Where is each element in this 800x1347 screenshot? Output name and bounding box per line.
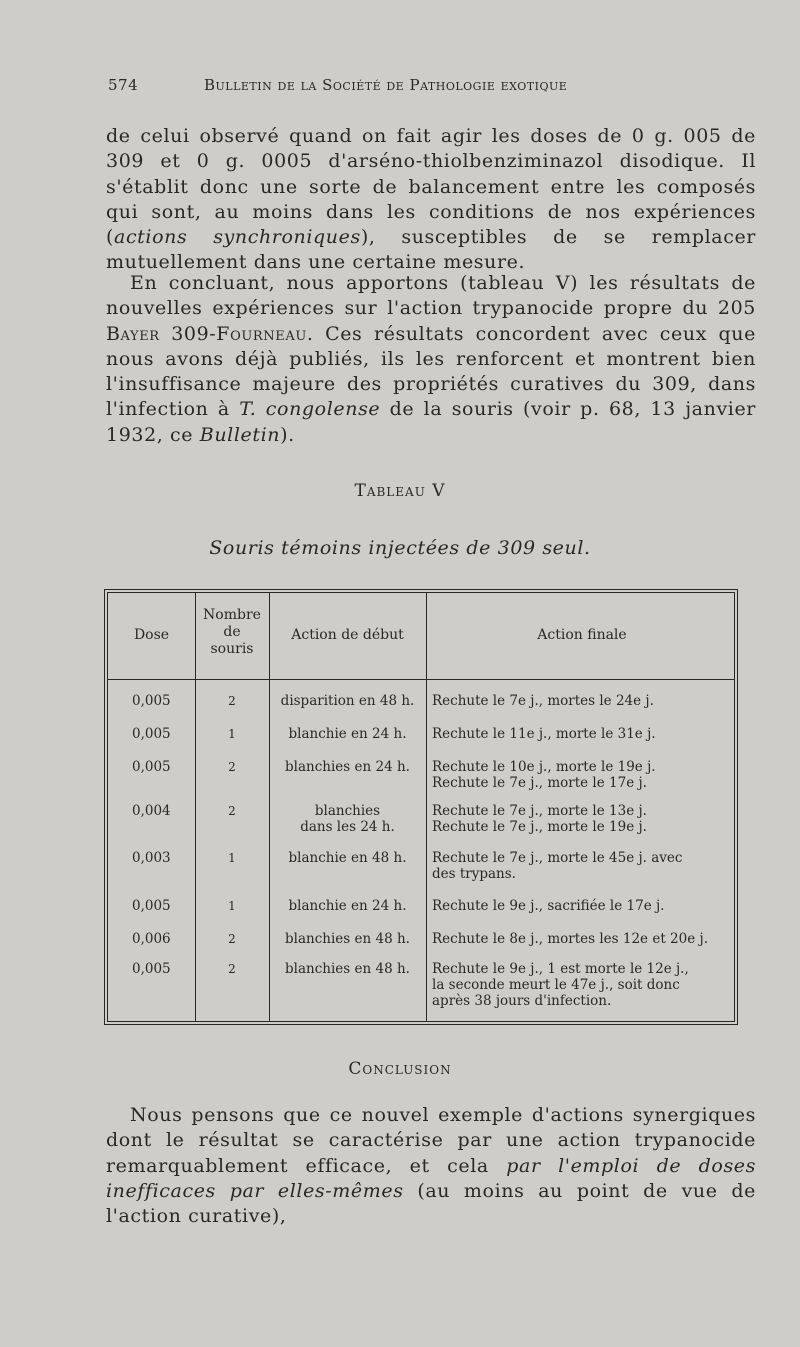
cell-dose: 0,006	[132, 931, 171, 947]
conclusion-text: Nous pensons que ce nouvel exemple d'actions synergiques dont le résultat se caractérise par une action trypanocide remarquablement efficace, et cela	[106, 1104, 756, 1177]
cell-finale: Rechute le 7e j., mortes le 24e j.	[432, 693, 654, 709]
cell-dose: 0,005	[132, 961, 171, 977]
cell-nombre: 2	[228, 932, 236, 946]
cell-debut-line1: blanchies	[314, 803, 381, 819]
paragraph-2-compound: Bayer 309-Fourneau.	[106, 322, 314, 345]
cell-finale-line1: Rechute le 10e j., morte le 19e j.	[432, 759, 656, 775]
header-nombre-line2: de	[223, 624, 241, 640]
header-action-finale: Action finale	[537, 627, 627, 643]
paragraph-2-species: T. congolense	[239, 398, 381, 421]
cell-finale: Rechute le 11e j., morte le 31e j.	[432, 726, 656, 742]
cell-finale	[432, 850, 738, 882]
paragraph-1-text: de celui observé quand on fait agir les doses de 0 g. 005 de 309 et 0 g. 0005 d'arséno-thiolbenziminazol disodique. Il s'établit donc une sorte de balancement entre les composés qui sont, au moins dans les conditions de nos expériences (	[106, 125, 756, 249]
cell-debut-line2: dans les 24 h.	[300, 819, 395, 835]
cell-debut: disparition en 48 h.	[280, 693, 415, 709]
cell-finale-line2: Rechute le 7e j., morte le 17e j.	[432, 775, 647, 791]
journal-title: Bulletin de la Société de Pathologie exotique	[204, 76, 568, 94]
cell-dose: 0,005	[132, 898, 171, 914]
cell-debut: blanchies en 48 h.	[285, 931, 410, 947]
paragraph-2-text-mid: Ces résultats concordent avec ceux que nous avons déjà publiés, ils les renforcent et montrent bien l'insuffisance majeure des propriétés curatives du 309, dans l'infection à	[106, 322, 756, 421]
table-title: Tableau V	[354, 481, 446, 501]
cell-debut: blanchie en 24 h.	[288, 726, 407, 742]
paragraph-2	[106, 271, 756, 448]
page-number: 574	[108, 76, 139, 94]
header-dose: Dose	[133, 627, 170, 643]
cell-finale	[432, 759, 738, 791]
header-nombre-line3: souris	[210, 641, 254, 657]
header-divider	[108, 679, 734, 680]
cell-finale-line1: Rechute le 7e j., morte le 45e j. avec	[432, 850, 683, 866]
conclusion-italic: par l'emploi de doses inefficaces par elles-mêmes	[106, 1154, 756, 1202]
cell-nombre: 2	[228, 694, 236, 708]
paragraph-1	[106, 124, 756, 276]
cell-finale: Rechute le 8e j., mortes les 12e et 20e j.	[432, 931, 708, 947]
cell-nombre: 1	[228, 851, 236, 865]
column-divider	[426, 593, 427, 1021]
cell-dose: 0,005	[132, 759, 171, 775]
cell-finale	[432, 961, 738, 1009]
cell-finale: Rechute le 9e j., sacrifiée le 17e j.	[432, 898, 665, 914]
paragraph-2-bulletin: Bulletin	[199, 423, 281, 446]
conclusion-text-end: (au moins au point de vue de l'action curative),	[106, 1179, 756, 1228]
paragraph-2-text-ref: de la souris (voir p. 68, 13 janvier 1932, ce	[106, 398, 756, 446]
cell-finale-line1: Rechute le 7e j., morte le 13e j.	[432, 803, 647, 819]
cell-debut: blanchies en 48 h.	[285, 961, 410, 977]
paragraph-2-text-end: ).	[280, 423, 295, 446]
cell-finale-line3: après 38 jours d'infection.	[432, 993, 612, 1009]
cell-finale-line2: la seconde meurt le 47e j., soit donc	[432, 977, 680, 993]
cell-debut	[269, 803, 426, 835]
cell-nombre: 2	[228, 760, 236, 774]
cell-finale-line2: des trypans.	[432, 866, 516, 882]
paragraph-1-italic: actions synchroniques	[114, 226, 361, 249]
cell-dose: 0,004	[132, 803, 171, 819]
cell-dose: 0,005	[132, 693, 171, 709]
cell-dose: 0,003	[132, 850, 171, 866]
conclusion-heading: Conclusion	[348, 1059, 452, 1079]
cell-nombre: 2	[228, 804, 236, 818]
cell-debut: blanchie en 24 h.	[288, 898, 407, 914]
cell-finale-line2: Rechute le 7e j., morte le 19e j.	[432, 819, 647, 835]
paragraph-2-text: En concluant, nous apportons (tableau V) les résultats de nouvelles expériences sur l'action trypanocide propre du 205	[106, 272, 756, 320]
cell-debut: blanchie en 48 h.	[288, 850, 407, 866]
cell-nombre: 2	[228, 962, 236, 976]
paragraph-1-text-end: ), susceptibles de se remplacer mutuellement dans une certaine mesure.	[106, 226, 756, 274]
cell-nombre: 1	[228, 899, 236, 913]
header-action-debut: Action de début	[291, 627, 404, 643]
header-nombre	[195, 607, 269, 658]
cell-finale-line1: Rechute le 9e j., 1 est morte le 12e j.,	[432, 961, 689, 977]
cell-finale	[432, 803, 738, 835]
results-table	[104, 589, 738, 1025]
conclusion-paragraph	[106, 1103, 756, 1229]
cell-debut: blanchies en 24 h.	[285, 759, 410, 775]
cell-dose: 0,005	[132, 726, 171, 742]
cell-nombre: 1	[228, 727, 236, 741]
table-subtitle: Souris témoins injectées de 309 seul.	[209, 537, 591, 559]
header-nombre-line1: Nombre	[203, 607, 261, 623]
